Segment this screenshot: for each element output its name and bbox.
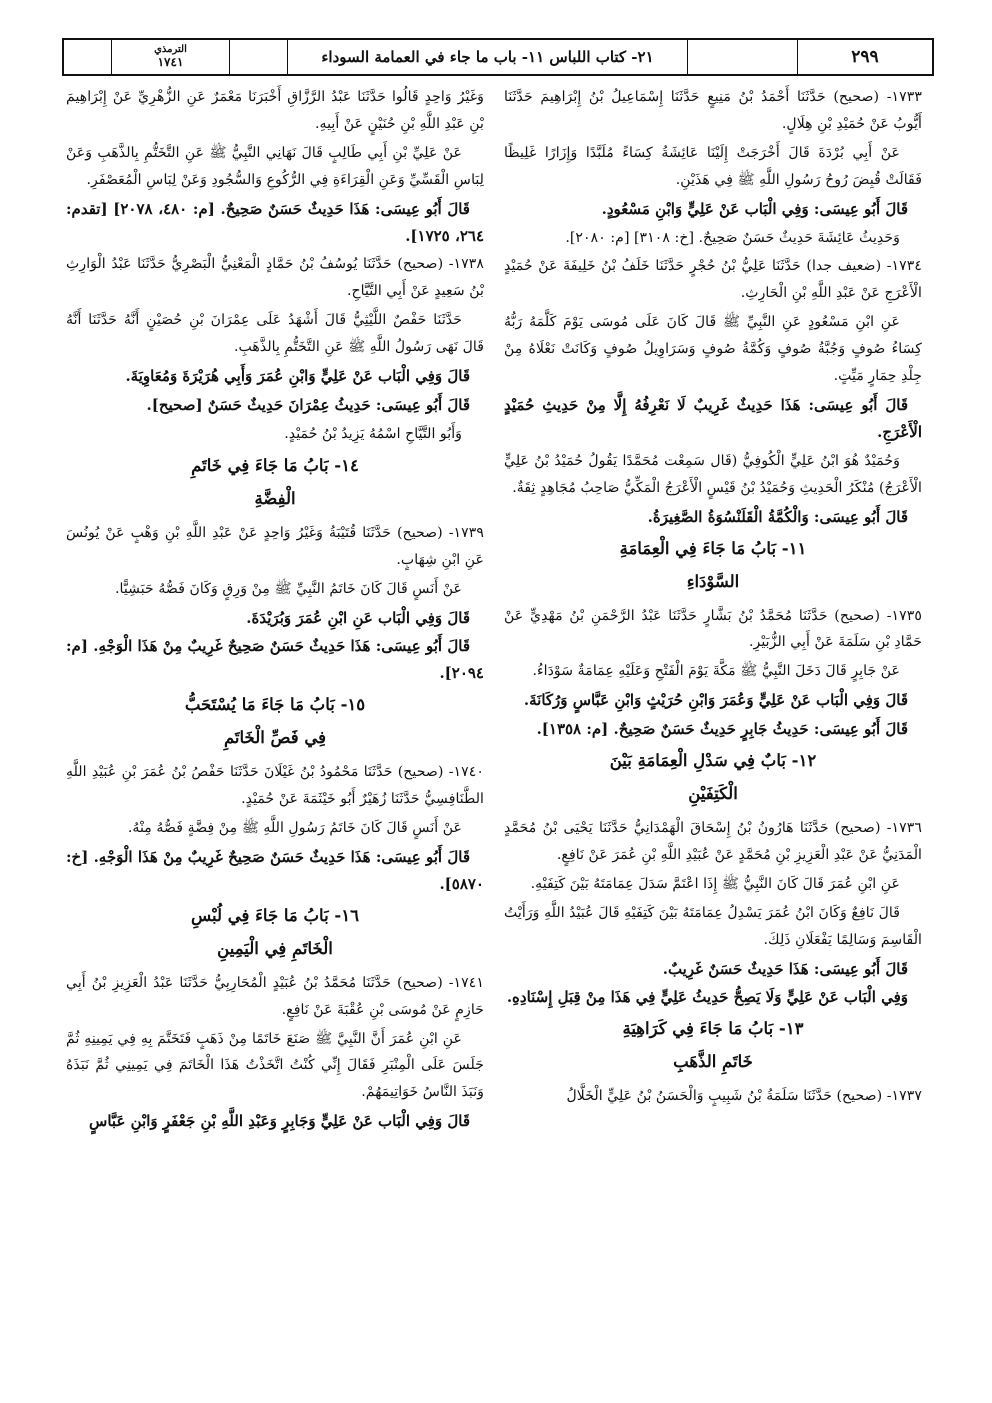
chapter-heading: ١٣- بَابُ مَا جَاءَ فِي كَرَاهِيَةِ [622, 1019, 804, 1039]
commentary-line: قَالَ أَبُو عِيسَى: حَدِيثُ عِمْرَانَ حَدِيثٌ حَسَنٌ [صحيح]. [146, 395, 470, 414]
commentary-line: قَالَ أَبُو عِيسَى: هَذَا حَدِيثٌ غَرِيبٌ لَا نَعْرِفُهُ إِلَّا مِنْ حَدِيثِ حُمَيْدٍ الْأَعْرَجِ. [504, 395, 922, 441]
page-number: ٢٩٩ [851, 47, 879, 67]
book-name: الترمذي [154, 44, 187, 56]
hadith-paragraph: ١٧٣٩- (صحيح) حَدَّثَنَا قُتَيْبَةُ وَغَيْرُ وَاحِدٍ عَنْ عَبْدِ اللَّهِ بْنِ وَهْبٍ عَنْ يُونُسَ عَنِ ابْنِ شِهَابٍ. [66, 524, 484, 568]
commentary-line: قَالَ وَفِي الْبَاب عَنْ عَلِيٍّ وَابْنِ عُمَرَ وَأَبِي هُرَيْرَةَ وَمُعَاوِيَةَ. [125, 367, 470, 386]
hadith-text: قَالَ نَافِعٌ وَكَانَ ابْنُ عُمَرَ يَسْدِلُ عِمَامَتَهُ بَيْنَ كَتِفَيْهِ قَالَ عُبَيْدُ اللَّهِ وَرَأَيْتُ الْقَاسِمَ وَسَالِمًا يَفْعَلَانِ ذَلِكَ. [504, 904, 922, 948]
commentary-line: قَالَ وَفِي الْبَاب عَنِ ابْنِ عُمَرَ وَبُرَيْدَةَ. [246, 608, 470, 627]
header-book-reference [112, 40, 230, 74]
hadith-text: عَنِ ابْنِ عُمَرَ قَالَ كَانَ النَّبِيُّ ﷺ إِذَا اعْتَمَّ سَدَلَ عِمَامَتَهُ بَيْنَ كَتِفَيْهِ. [530, 875, 900, 892]
hadith-reference-number: ١٧٤١ [157, 54, 184, 69]
chapter-heading: ١٦- بَابُ مَا جَاءَ فِي لُبْسِ [191, 905, 359, 925]
header-empty-cell [64, 40, 112, 74]
commentary-line: قَالَ أَبُو عِيسَى: هَذَا حَدِيثٌ حَسَنٌ صَحِيحٌ غَرِيبٌ مِنْ هَذَا الْوَجْهِ. [م: ٢٠٩٤]. [66, 637, 484, 683]
hadith-text: حَدَّثَنَا حَفْصٌ اللَّيْثِيُّ قَالَ أَشْهَدُ عَلَى عِمْرَانَ بْنِ حُصَيْنٍ أَنَّهُ حَدَّثَنَا أَنَّهُ قَالَ نَهَى رَسُولُ اللَّهِ ﷺ عَنِ التَّخَتُّمِ بِالذَّهَبِ. [66, 312, 484, 356]
commentary-line: قَالَ أَبُو عِيسَى: وَالْكُمَّةُ الْقَلَنْسُوَةُ الصَّغِيرَةُ. [647, 507, 908, 526]
header-empty-cell [230, 40, 288, 74]
commentary-line: قَالَ وَفِي الْبَاب عَنْ عَلِيٍّ وَجَابِرٍ وَعَبْدِ اللَّهِ بْنِ جَعْفَرٍ وَابْنِ عَبَّاسٍ [89, 1112, 470, 1131]
hadith-paragraph: ١٧٣٤- (ضعيف جدا) حَدَّثَنَا عَلِيُّ بْنُ حُجْرٍ حَدَّثَنَا خَلَفُ بْنُ خَلِيفَةَ عَنْ حُمَيْدٍ الْأَعْرَجِ عَنْ عَبْدِ اللَّهِ بْنِ الْحَارِثِ. [504, 258, 922, 302]
hadith-paragraph: ١٧٣٥- (صحيح) حَدَّثَنَا مُحَمَّدُ بْنُ بَشَّارٍ حَدَّثَنَا عَبْدُ الرَّحْمَنِ بْنُ مَهْدِيٍّ عَنْ حَمَّادِ بْنِ سَلَمَةَ عَنْ أَبِي الزُّبَيْرِ. [504, 607, 922, 651]
hadith-text: وَحَدِيثُ عَائِشَةَ حَدِيثٌ حَسَنٌ صَحِيحٌ. [خ: ٣١٠٨] [م: ٢٠٨٠]. [565, 229, 900, 246]
chapter-heading: ١٥- بَابُ مَا جَاءَ مَا يُسْتَحَبُّ [184, 695, 366, 715]
chapter-heading: ١٢- بَابٌ فِي سَدْلِ الْعِمَامَةِ بَيْنَ [609, 751, 817, 771]
commentary-line: قَالَ أَبُو عِيسَى: حَدِيثُ جَابِرٍ حَدِيثٌ حَسَنٌ صَحِيحٌ. [م: ١٣٥٨]. [536, 720, 908, 739]
hadith-paragraph: وَغَيْرُ وَاحِدٍ قَالُوا حَدَّثَنَا عَبْدُ الرَّزَّاقِ أَخْبَرَنَا مَعْمَرٌ عَنِ الزُّهْرِيِّ عَنْ إِبْرَاهِيمَ بْنِ عَبْدِ اللَّهِ بْنِ حُنَيْنٍ عَنْ أَبِيهِ. [66, 89, 484, 132]
chapter-heading: ١١- بَابُ مَا جَاءَ فِي الْعِمَامَةِ [619, 538, 807, 558]
hadith-paragraph: ١٧٤١- (صحيح) حَدَّثَنَا مُحَمَّدُ بْنُ عُبَيْدٍ الْمُحَارِبِيُّ حَدَّثَنَا عَبْدُ الْعَزِيزِ بْنُ أَبِي حَازِمٍ عَنْ مُوسَى بْنِ عُقْبَةَ عَنْ نَافِعٍ. [66, 974, 484, 1018]
chapter-heading-continued: خَاتَمِ الذَّهَبِ [673, 1052, 753, 1072]
chapter-heading-continued: الْخَاتَمِ فِي الْيَمِينِ [217, 938, 333, 958]
hadith-text: عَنْ أَنَسٍ قَالَ كَانَ خَاتَمُ النَّبِيِّ ﷺ مِنْ وَرِقٍ وَكَانَ فَصُّهُ حَبَشِيًّا. [114, 580, 462, 597]
hadith-text: عَنْ جَابِرٍ قَالَ دَخَلَ النَّبِيُّ ﷺ مَكَّةَ يَوْمَ الْفَتْحِ وَعَلَيْهِ عِمَامَةٌ سَوْدَاءُ. [532, 663, 900, 680]
hadith-text: وَحُمَيْدٌ هُوَ ابْنُ عَلِيٍّ الْكُوفِيُّ (قَال سَمِعْت مُحَمَّدًا يَقُولُ حُمَيْدُ بْنُ عَلِيٍّ الْأَعْرَجُ) مُنْكَرُ الْحَدِيثِ وَحُمَيْدُ بْنُ قَيْسٍ الْأَعْرَجُ الْمَكِّيُّ صَاحِبُ مُجَاهِدٍ ثِقَةٌ. [504, 452, 922, 496]
commentary-line: قَالَ أَبُو عِيسَى: هَذَا حَدِيثٌ حَسَنٌ صَحِيحٌ غَرِيبٌ مِنْ هَذَا الْوَجْهِ. [خ: ٥٨٧٠]. [66, 847, 484, 893]
chapter-heading-continued: السَّوْدَاءِ [686, 571, 740, 591]
commentary-line: قَالَ أَبُو عِيسَى: هَذَا حَدِيثٌ حَسَنٌ غَرِيبٌ. [662, 959, 908, 978]
chapter-heading-continued: فِي فَصِّ الْخَاتَمِ [223, 728, 327, 748]
chapter-heading: ١٤- بَابُ مَا جَاءَ فِي خَاتَمِ [191, 455, 359, 475]
page-header [62, 38, 934, 76]
hadith-paragraph: ١٧٣٣- (صحيح) حَدَّثَنَا أَحْمَدُ بْنُ مَنِيعٍ حَدَّثَنَا إِسْمَاعِيلُ بْنُ إِبْرَاهِيمَ حَدَّثَنَا أَيُّوبُ عَنْ حُمَيْدِ بْنِ هِلَالٍ. [504, 89, 922, 132]
hadith-paragraph: ١٧٣٧- (صحيح) حَدَّثَنَا سَلَمَةُ بْنُ شَبِيبٍ وَالْحَسَنُ بْنُ عَلِيٍّ الْخَلَّالُ [566, 1088, 922, 1105]
running-title: ٢١- كتاب اللباس ١١- باب ما جاء في العمامة السوداء [288, 40, 688, 74]
hadith-text: عَنْ أَبِي بُرْدَةَ قَالَ أَخْرَجَتْ إِلَيْنَا عَائِشَةُ كِسَاءً مُلَبَّدًا وَإِزَارًا غَلِيظًا فَقَالَتْ قُبِضَ رُوحُ رَسُولِ اللَّهِ ﷺ فِي هَذَيْنِ. [504, 144, 922, 188]
hadith-paragraph: ١٧٣٨- (صحيح) حَدَّثَنَا يُوسُفُ بْنُ حَمَّادٍ الْمَعْنِيُّ الْبَصْرِيُّ حَدَّثَنَا عَبْدُ الْوَارِثِ بْنُ سَعِيدٍ عَنْ أَبِي التَّيَّاحِ. [66, 256, 484, 300]
hadith-paragraph: ١٧٣٦- (صحيح) حَدَّثَنَا هَارُونُ بْنُ إِسْحَاقَ الْهَمْدَانِيُّ حَدَّثَنَا يَحْيَى بْنُ مُحَمَّدٍ الْمَدَنِيُّ عَنْ عَبْدِ الْعَزِيزِ بْنِ مُحَمَّدٍ عَنْ عُبَيْدِ اللَّهِ بْنِ عُمَرَ عَنْ نَافِعٍ. [504, 820, 922, 863]
hadith-paragraph: ١٧٤٠- (صحيح) حَدَّثَنَا مَحْمُودُ بْنُ غَيْلَانَ حَدَّثَنَا حَفْصُ بْنُ عُمَرَ بْنِ عُبَيْدِ اللَّهِ الطَّنَافِسِيُّ حَدَّثَنَا زُهَيْرٌ أَبُو خَيْثَمَةَ عَنْ حُمَيْدٍ. [66, 764, 484, 808]
hadith-text: عَنِ ابْنِ مَسْعُودٍ عَنِ النَّبِيِّ ﷺ قَالَ كَانَ عَلَى مُوسَى يَوْمَ كَلَّمَهُ رَبُّهُ كِسَاءُ صُوفٍ وَجُبَّةُ صُوفٍ وَكُمَّةُ صُوفٍ وَسَرَاوِيلُ صُوفٍ وَكَانَتْ نَعْلَاهُ مِنْ جِلْدِ حِمَارٍ مَيِّتٍ. [504, 314, 922, 385]
commentary-line: قَالَ أَبُو عِيسَى: وَفِي الْبَاب عَنْ عَلِيٍّ وَابْنِ مَسْعُودٍ. [601, 199, 908, 218]
hadith-text: وَأَبُو التَّيَّاحِ اسْمُهُ يَزِيدُ بْنُ حُمَيْدٍ. [284, 425, 462, 442]
hadith-text: عَنْ عَلِيِّ بْنِ أَبِي طَالِبٍ قَالَ نَهَانِي النَّبِيُّ ﷺ عَنِ التَّخَتُّمِ بِالذَّهَبِ وَعَنْ لِبَاسِ الْقَسِّيِّ وَعَنِ الْقِرَاءَةِ فِي الرُّكُوعِ وَالسُّجُودِ وَعَنْ لِبَاسِ الْمُعَصْفَرِ. [66, 144, 484, 188]
commentary-line: قَالَ وَفِي الْبَاب عَنْ عَلِيٍّ وَعُمَرَ وَابْنِ حُرَيْثٍ وَابْنِ عَبَّاسٍ وَرُكَانَةَ. [523, 691, 908, 710]
chapter-heading-continued: الْفِضَّةِ [254, 488, 296, 508]
hadith-text: عَنِ ابْنِ عُمَرَ أَنَّ النَّبِيَّ ﷺ صَنَعَ خَاتَمًا مِنْ ذَهَبٍ فَتَخَتَّمَ بِهِ فِي يَمِينِهِ ثُمَّ جَلَسَ عَلَى الْمِنْبَرِ فَقَالَ إِنِّي كُنْتُ اتَّخَذْتُ هَذَا الْخَاتَمَ فِي يَمِينِي ثُمَّ نَبَذَهُ وَنَبَذَ النَّاسُ خَوَاتِيمَهُمْ. [66, 1030, 484, 1101]
chapter-heading-continued: الْكَتِفَيْنِ [688, 784, 738, 804]
commentary-line: قَالَ أَبُو عِيسَى: هَذَا حَدِيثٌ حَسَنٌ صَحِيحٌ. [م: ٤٨٠، ٢٠٧٨] [تقدم: ٢٦٤، ١٧٢٥]. [66, 199, 484, 245]
header-empty-cell [688, 40, 798, 74]
commentary-line: وَفِي الْبَاب عَنْ عَلِيٍّ وَلَا يَصِحُّ حَدِيثُ عَلِيٍّ فِي هَذَا مِنْ قِبَلِ إِسْنَادِهِ. [506, 988, 908, 1007]
left-text-column [66, 84, 484, 1137]
hadith-text: عَنْ أَنَسٍ قَالَ كَانَ خَاتَمُ رَسُولِ اللَّهِ ﷺ مِنْ فِضَّةٍ فَصُّهُ مِنْهُ. [127, 820, 462, 837]
right-text-column [504, 84, 922, 1112]
